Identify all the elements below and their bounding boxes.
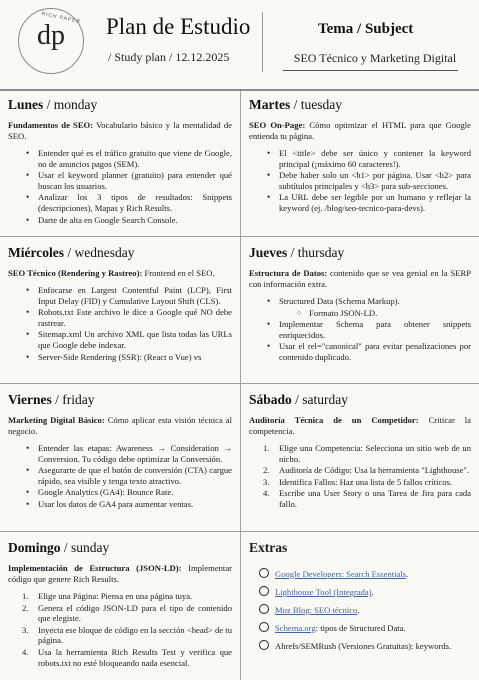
day-intro bbox=[8, 120, 232, 142]
day-cell-saturday bbox=[249, 392, 471, 528]
list-item: • La URL debe ser legible por un humano y reflejar la keyword (ej. /blog/seo-tecnico-para-devs). bbox=[249, 192, 471, 213]
list-item bbox=[8, 603, 232, 624]
extras-item bbox=[249, 587, 471, 598]
list-item bbox=[249, 465, 471, 476]
extras-text: . bbox=[406, 569, 409, 579]
item-text: Inyecta ese bloque de código en la sección <head> de tu página. bbox=[38, 624, 232, 646]
column-divider bbox=[240, 91, 241, 680]
list-item: • Entender qué es el tráfico gratuito que viene de Google, no de anuncios pagos (SEM). bbox=[8, 148, 232, 169]
item-number: 1. bbox=[263, 443, 270, 453]
list-item: • Enfocarse en Largest Contentful Paint (LCP), First Input Delay (FID) y Cumulative Layout Shift (CLS). bbox=[8, 285, 232, 306]
intro-text: Cómo optimizar el HTML para que Google entienda tu página. bbox=[249, 120, 471, 141]
day-intro bbox=[8, 563, 232, 585]
item-number: 1. bbox=[22, 591, 29, 601]
day-heading bbox=[8, 245, 232, 261]
day-separator: / bbox=[51, 392, 63, 407]
day-name-en: saturday bbox=[302, 392, 349, 407]
page-subtitle: / Study plan / 12.12.2025 bbox=[108, 50, 230, 64]
day-name-en: monday bbox=[53, 97, 98, 112]
list-item: • Usar los datos de GA4 para aumentar ventas. bbox=[8, 499, 232, 510]
day-separator: / bbox=[60, 540, 72, 555]
intro-bold: Estructura de Datos: bbox=[249, 268, 328, 278]
subject-heading: Tema / Subject bbox=[318, 21, 414, 37]
logo-arc-text: RICH PAPER bbox=[40, 10, 82, 26]
item-text: Identifica Fallos: Haz una lista de 5 fallos críticos. bbox=[279, 476, 453, 487]
row-divider-3 bbox=[0, 531, 479, 532]
day-name: Jueves bbox=[249, 245, 288, 260]
row-divider-1 bbox=[0, 236, 479, 237]
circle-bullet-icon bbox=[259, 568, 269, 578]
task-list bbox=[249, 148, 471, 214]
extras-cell bbox=[249, 540, 471, 678]
list-item: • Robots.txt Este archivo le dice a Google qué NO debe rastrear. bbox=[8, 307, 232, 328]
item-text: Auditoría de Código: Usa la herramienta "Lighthouse". bbox=[279, 465, 470, 476]
item-text: Elige una Página: Piensa en una página tuya. bbox=[38, 591, 193, 601]
day-separator: / bbox=[290, 97, 301, 112]
intro-text: Criticar la competencia. bbox=[249, 415, 471, 436]
item-number: 4. bbox=[22, 646, 29, 657]
circle-bullet-icon bbox=[259, 604, 269, 614]
day-intro bbox=[249, 120, 471, 142]
day-name-en: wednesday bbox=[74, 245, 135, 260]
task-list bbox=[8, 285, 232, 362]
extras-text: . bbox=[357, 605, 360, 615]
list-item: • Google Analytics (GA4): Bounce Rate. bbox=[8, 487, 232, 498]
list-item bbox=[249, 443, 471, 464]
item-number: 4. bbox=[263, 488, 270, 499]
day-heading bbox=[249, 245, 471, 261]
day-name: Viernes bbox=[8, 392, 52, 407]
day-name-en: friday bbox=[62, 392, 95, 407]
day-name: Miércoles bbox=[8, 245, 64, 260]
circle-bullet-icon bbox=[259, 622, 269, 632]
list-item: • Usar el keyword planner (gratuito) para entender qué buscan los usuarios. bbox=[8, 170, 232, 191]
day-separator: / bbox=[43, 97, 54, 112]
item-text: Escribe una User Story o una Tarea de Jira para cada fallo. bbox=[279, 488, 471, 509]
task-list bbox=[8, 148, 232, 225]
item-number: 2. bbox=[263, 465, 270, 476]
item-number: 3. bbox=[22, 624, 29, 635]
extras-list bbox=[249, 569, 471, 652]
task-list bbox=[8, 443, 232, 510]
item-text: Genera el código JSON-LD para el tipo de contenido que elegiste. bbox=[38, 602, 232, 624]
day-name-en: tuesday bbox=[300, 97, 342, 112]
page-title: Plan de Estudio bbox=[106, 14, 251, 39]
list-item bbox=[8, 647, 232, 668]
day-name: Martes bbox=[249, 97, 291, 112]
list-item: • Asegurarte de que el botón de conversión (CTA) cargue rápido, sea visible y tenga texto atractivo. bbox=[8, 465, 232, 486]
day-name: Domingo bbox=[8, 540, 61, 555]
task-list bbox=[249, 296, 471, 307]
list-item: • Usar el rel="canonical" para evitar penalizaciones por contenido duplicado. bbox=[249, 341, 471, 362]
list-item: • Structured Data (Schema Markup). bbox=[249, 296, 471, 307]
dp-logo bbox=[18, 8, 84, 74]
day-name-en: sunday bbox=[71, 540, 110, 555]
item-number: 3. bbox=[263, 476, 270, 487]
list-item: • Server-Side Rendering (SSR): (React o Vue) vs bbox=[8, 352, 232, 363]
item-text: Elige una Competencia: Selecciona un sitio web de un nicho. bbox=[279, 443, 471, 464]
intro-bold: SEO Técnico (Rendering y Rastreo): bbox=[8, 268, 143, 278]
day-intro bbox=[249, 415, 471, 437]
day-cell-tuesday bbox=[249, 97, 471, 233]
intro-text: Cómo aplicar esta visión técnica al negocio. bbox=[8, 415, 232, 436]
extras-item bbox=[249, 569, 471, 580]
list-item bbox=[8, 591, 232, 602]
extras-link[interactable]: Moz Blog: SEO técnico bbox=[275, 605, 358, 615]
list-item: • Entender las etapas: Awareness → Consideration → Conversion. Tu código debe optimizar la Conversión. bbox=[8, 443, 232, 464]
logo-monogram: dp bbox=[37, 20, 65, 51]
circle-bullet-icon bbox=[259, 586, 269, 596]
subject-underline bbox=[283, 70, 458, 71]
intro-text: Frontend en el SEO. bbox=[142, 268, 215, 278]
list-item bbox=[249, 477, 471, 488]
extras-heading: Extras bbox=[249, 540, 288, 555]
day-heading bbox=[8, 540, 232, 556]
extras-item bbox=[249, 623, 471, 634]
list-item: • Sitemap.xml Un archivo XML que lista todas las URLs que Google debe indexar. bbox=[8, 329, 232, 350]
list-item bbox=[8, 625, 232, 646]
intro-bold: SEO On-Page: bbox=[249, 120, 306, 130]
intro-bold: Auditoría Técnica de un Competidor: bbox=[249, 415, 419, 425]
item-number: 2. bbox=[22, 602, 29, 613]
extras-text: Ahrefs/SEMRush (Versiones Gratuitas): keywords. bbox=[275, 641, 452, 651]
list-item bbox=[249, 488, 471, 509]
list-item: • Implementar Schema para obtener snippets enriquecidos. bbox=[249, 319, 471, 340]
task-list bbox=[249, 443, 471, 510]
day-heading bbox=[249, 97, 471, 113]
day-heading bbox=[8, 97, 232, 113]
intro-bold: Marketing Digital Básico: bbox=[8, 415, 105, 425]
day-intro bbox=[8, 415, 232, 437]
day-separator: / bbox=[291, 392, 303, 407]
subject-value: SEO Técnico y Marketing Digital bbox=[293, 51, 457, 65]
extras-link[interactable]: Google Developers: Search Essentials bbox=[275, 569, 407, 579]
extras-item bbox=[249, 605, 471, 616]
item-text: Usa la herramienta Rich Results Test y verifica que robots.txt no esté bloqueando nada esencial. bbox=[38, 646, 232, 668]
day-separator: / bbox=[287, 245, 298, 260]
header-divider bbox=[262, 12, 263, 72]
day-cell-thursday bbox=[249, 245, 471, 379]
intro-bold: Fundamentos de SEO: bbox=[8, 120, 94, 130]
list-item: • El <title> debe ser único y contener la keyword principal (¡máximo 60 caracteres!). bbox=[249, 148, 471, 169]
task-list bbox=[8, 591, 232, 668]
day-intro bbox=[249, 268, 471, 290]
day-intro bbox=[8, 268, 232, 279]
extras-text: . bbox=[371, 587, 374, 597]
circle-bullet-icon bbox=[259, 640, 269, 650]
day-separator: / bbox=[63, 245, 75, 260]
intro-bold: Implementación de Estructura (JSON-LD): bbox=[8, 563, 182, 573]
day-heading bbox=[8, 392, 232, 408]
day-cell-wednesday bbox=[8, 245, 232, 379]
extras-item bbox=[249, 641, 471, 652]
day-cell-monday bbox=[8, 97, 232, 233]
extras-text: : tipos de Structured Data. bbox=[315, 623, 406, 633]
row-divider-2 bbox=[0, 383, 479, 384]
intro-text: Implementar código que genere Rich Results. bbox=[8, 563, 232, 584]
extras-link[interactable]: Lighthouse Tool (Integrada) bbox=[275, 587, 372, 597]
intro-text: Vocabulario básico y la mentalidad de SEO. bbox=[8, 120, 232, 141]
day-name-en: thursday bbox=[297, 245, 345, 260]
day-cell-friday bbox=[8, 392, 232, 528]
header bbox=[0, 0, 479, 88]
extras-link[interactable]: Schema.org bbox=[275, 623, 316, 633]
list-item: • Darte de alta en Google Search Console. bbox=[8, 215, 232, 226]
task-list-cont bbox=[249, 319, 471, 362]
list-item: • Analizar los 3 tipos de resultados: Snippets (descripciones), Mapas y Rich Results. bbox=[8, 192, 232, 213]
list-item: • Debe haber solo un <h1> por página. Usar <h2> para subtítulos principales y <h3> para sub-secciones. bbox=[249, 170, 471, 191]
day-name: Sábado bbox=[249, 392, 292, 407]
sublist-item: ○ Formato JSON-LD. bbox=[249, 308, 471, 319]
day-cell-sunday bbox=[8, 540, 232, 678]
task-sublist bbox=[249, 308, 471, 319]
day-name: Lunes bbox=[8, 97, 44, 112]
intro-text: contenido que se vea genial en la SERP con información extra. bbox=[249, 268, 471, 289]
day-heading bbox=[249, 392, 471, 408]
